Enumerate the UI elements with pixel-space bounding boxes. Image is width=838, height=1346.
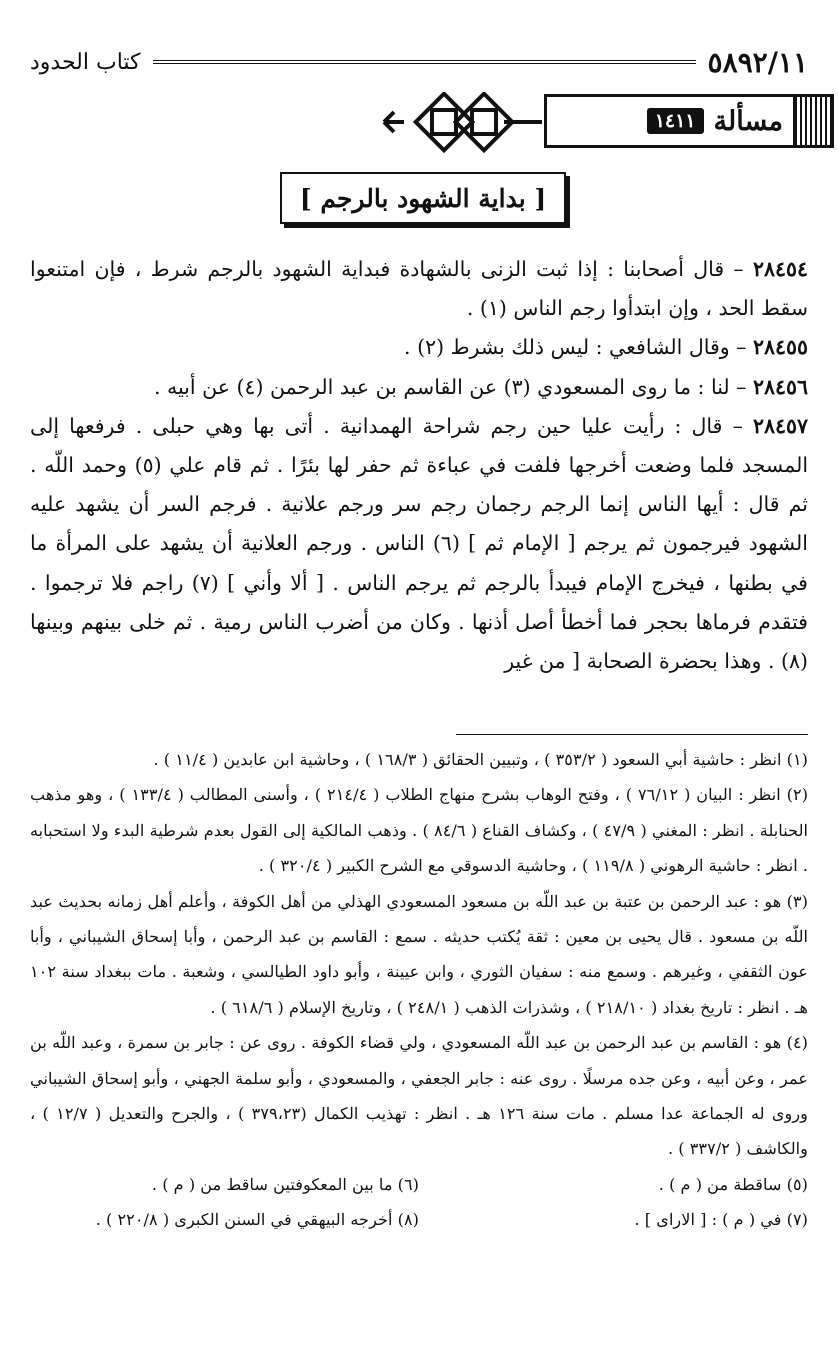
- striped-ornament: [793, 97, 831, 145]
- footnote: (٣) هو : عبد الرحمن بن عتبة بن عبد اللّه بن مسعود المسعودي الهذلي من أهل الكوفة ، وأعلم أهل زمانه بحديث عبد اللّه بن مسعود . قال يحيى بن معين : ثقة يُكتب حديثه . سمع : القاسم بن عبد الرحمن ، وأبا إسحاق الشيباني ، وأبا عون الثقفي ، وغيرهم . وسمع منه : سفيان الثوري ، وابن عيينة ، وأبو داود الطيالسي ، وشعبة . مات ببغداد سنة ١٠٢ هـ . انظر : تاريخ بغداد ( ٢١٨/١٠ ) ، وشذرات الذهب ( ٢٤٨/١ ) ، وتاريخ الإسلام ( ٦١٨/٦ ) .: [30, 891, 808, 1017]
- page-number: ٥٨٩٢/١١: [707, 45, 808, 79]
- paragraph-number: ٢٨٤٥٤: [752, 257, 808, 281]
- paragraph-number: ٢٨٤٥٦: [752, 374, 808, 399]
- section-heading: [ بداية الشهود بالرجم ]: [280, 172, 566, 224]
- paragraph: [30, 250, 808, 328]
- paragraph-text: – قال : رأيت عليا حين رجم شراحة الهمدانية . أتى بها وهي حبلى . فرفعها إلى المسجد فلما وضعت أخرجها فلفت في عباءة ثم حفر لها بئرًا . ثم قام علي (٥) وحمد اللّه . ثم قال : أيها الناس إنما الرجم رجمان رجم سر ورجم علانية . فرجم السر أن يشهد عليه الشهود فيرجمون ثم يرجم [ الإمام ثم ] (٦) الناس . ورجم العلانية أن يشهد على المرأة ما في بطنها ، فيخرج الإمام فيبدأ بالرجم ثم يرجم الناس . [ ألا وأني ] (٧) راجم فلا ترجموا . فتقدم فرماها بحجر فما أخطأ أصل أذنها . وكان من أضرب الناس رمية . ثم خلى بينهم وبينها (٨) . وهذا بحضرة الصحابة [ من غير: [30, 413, 809, 674]
- knot-ornament-icon: [374, 92, 544, 154]
- masala-label: مسألة: [713, 105, 783, 137]
- paragraph-text: – قال أصحابنا : إذا ثبت الزنى بالشهادة فبداية الشهود بالرجم شرط ، فإن امتنعوا سقط الحد ، وإن ابتدأوا رجم الناس (١) .: [30, 257, 808, 321]
- paragraph-text: – لنا : ما روى المسعودي (٣) عن القاسم بن عبد الرحمن (٤) عن أبيه .: [153, 374, 753, 399]
- footnote: (١) انظر : حاشية أبي السعود ( ٣٥٣/٢ ) ، وتبيين الحقائق ( ١٦٨/٣ ) ، وحاشية ابن عابدين ( ١١/٤ ) .: [153, 750, 808, 769]
- book-title: كتاب الحدود: [30, 49, 141, 75]
- footnote: (٨) أخرجه البيهقي في السنن الكبرى ( ٢٢٠/٨ ) .: [95, 1210, 419, 1230]
- paragraph: [30, 407, 808, 681]
- footnote: (٧) في ( م ) : [ الاراى ] .: [634, 1210, 808, 1230]
- paragraph-number: ٢٨٤٥٥: [752, 335, 808, 360]
- running-header: [30, 42, 808, 82]
- footnote-row: [30, 1167, 808, 1202]
- masala-banner: [374, 92, 834, 154]
- footnotes: [30, 742, 808, 1238]
- masala-bar: [544, 94, 834, 148]
- paragraph: [30, 368, 808, 407]
- masala-number: ١٤١١: [647, 108, 704, 134]
- footnote-row: [30, 1202, 808, 1237]
- paragraph-number: ٢٨٤٥٧: [752, 413, 808, 438]
- footnote: (٦) ما بين المعكوفتين ساقط من ( م ) .: [151, 1174, 419, 1194]
- footnote-separator: [456, 734, 808, 735]
- footnote: (٥) ساقطة من ( م ) .: [658, 1174, 808, 1194]
- footnote: (٢) انظر : البيان ( ٧٦/١٢ ) ، وفتح الوهاب بشرح منهاج الطلاب ( ٢١٤/٤ ) ، وأسنى المطالب ( ١٣٣/٤ ) ، وهو مذهب الحنابلة . انظر : المغني ( ٤٧/٩ ) ، وكشاف القناع ( ٨٤/٦ ) . وذهب المالكية إلى القول بعدم شرطية البدء ولا استحبابه . انظر : حاشية الرهوني ( ١١٩/٨ ) ، وحاشية الدسوقي مع الشرح الكبير ( ٣٢٠/٤ ) .: [30, 785, 809, 876]
- header-rule: [153, 60, 696, 64]
- paragraph-text: – وقال الشافعي : ليس ذلك بشرط (٢) .: [404, 335, 753, 360]
- paragraph: [30, 328, 808, 367]
- main-text: [30, 250, 808, 681]
- footnote: (٤) هو : القاسم بن عبد الرحمن بن عبد اللّه المسعودي ، ولي قضاء الكوفة . روى عن : جابر بن سمرة ، وعبد اللّه بن عمر ، وعن أبيه ، وعن جده مرسلًا . روى عنه : جابر الجعفي ، والمسعودي ، وأبو سلمة الجهني ، وأبو إسحاق الشيباني وروى له الجماعة عدا مسلم . مات سنة ١٢٦ هـ . انظر : تهذيب الكمال (٣٧٩،٢٣ ) ، والجرح والتعديل ( ١٢/٧ ) ، والكاشف ( ٣٣٧/٢ ) .: [30, 1033, 808, 1159]
